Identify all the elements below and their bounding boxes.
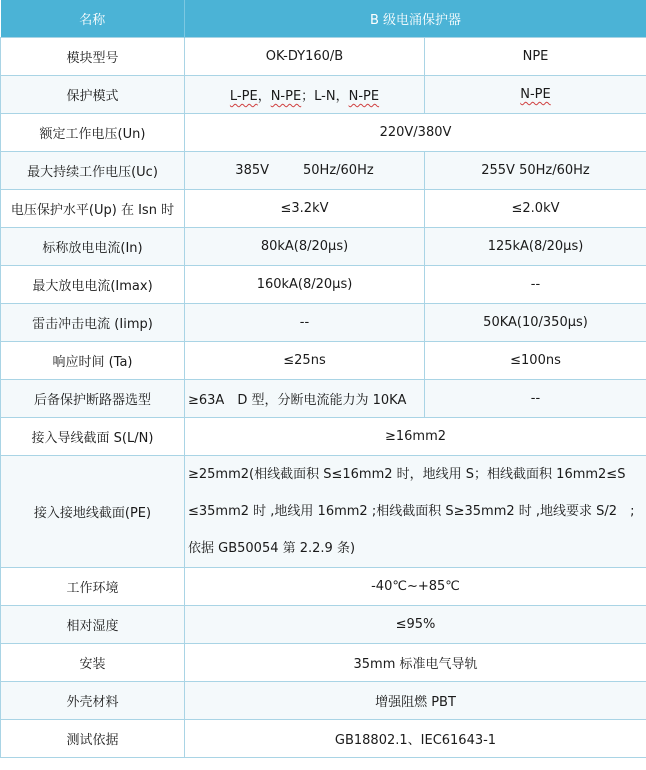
- table-row: [1, 720, 646, 758]
- table-row: [1, 380, 646, 418]
- cell-value: --: [425, 380, 646, 418]
- row-label: 电压保护水平(Up) 在 Isn 时: [1, 190, 185, 228]
- row-label: 保护模式: [1, 76, 185, 114]
- header-name: 名称: [1, 0, 185, 38]
- row-label: 标称放电电流(In): [1, 228, 185, 266]
- table-row: [1, 266, 646, 304]
- cell-value: 255V 50Hz/60Hz: [425, 152, 646, 190]
- mode-npe-2: N-PE: [348, 89, 380, 104]
- mode-npe: N-PE: [270, 89, 302, 104]
- cell-value: ≤25ns: [185, 342, 425, 380]
- cell-value: [185, 152, 425, 190]
- table-row: [1, 304, 646, 342]
- table-row: [1, 418, 646, 456]
- cell-value: 125kA(8/20μs): [425, 228, 646, 266]
- row-label: 模块型号: [1, 38, 185, 76]
- mode-lpe: L-PE: [229, 89, 258, 104]
- mode-npe-value: N-PE: [520, 87, 551, 102]
- table-row: [1, 644, 646, 682]
- row-label: 额定工作电压(Un): [1, 114, 185, 152]
- table-row: [1, 456, 646, 568]
- mode-sep: ，: [257, 89, 271, 104]
- table-row: [1, 76, 646, 114]
- cell-value: ≤95%: [185, 606, 646, 644]
- cell-value: [425, 76, 646, 114]
- table-row: [1, 606, 646, 644]
- cell-value: -40℃~+85℃: [185, 568, 646, 606]
- cell-value: [185, 76, 425, 114]
- table-header-row: [1, 0, 646, 38]
- table-row: [1, 228, 646, 266]
- cell-value: ≥16mm2: [185, 418, 646, 456]
- row-label: 接入接地线截面(PE): [1, 456, 185, 568]
- cell-value: 160kA(8/20μs): [185, 266, 425, 304]
- cell-value: 80kA(8/20μs): [185, 228, 425, 266]
- header-product: B 级电涌保护器: [185, 0, 646, 38]
- row-label: 响应时间 (Ta): [1, 342, 185, 380]
- row-label: 相对湿度: [1, 606, 185, 644]
- cell-value: NPE: [425, 38, 646, 76]
- row-label: 雷击冲击电流 (Iimp): [1, 304, 185, 342]
- row-label: 接入导线截面 S(L/N): [1, 418, 185, 456]
- row-label: 安装: [1, 644, 185, 682]
- table-row: [1, 682, 646, 720]
- cell-value: ≤100ns: [425, 342, 646, 380]
- row-label: 后备保护断路器选型: [1, 380, 185, 418]
- table-row: [1, 342, 646, 380]
- cell-value: 35mm 标准电气导轨: [185, 644, 646, 682]
- row-label: 最大持续工作电压(Uc): [1, 152, 185, 190]
- cell-value: OK-DY160/B: [185, 38, 425, 76]
- table-row: [1, 114, 646, 152]
- row-label: 最大放电电流(Imax): [1, 266, 185, 304]
- table-row: [1, 190, 646, 228]
- cell-value: ≤2.0kV: [425, 190, 646, 228]
- pe-note-line: 依据 GB50054 第 2.2.9 条): [188, 541, 356, 556]
- row-label: 外壳材料: [1, 682, 185, 720]
- mode-sep: ；L-N，: [301, 89, 349, 104]
- table-row: [1, 152, 646, 190]
- uc-voltage: 385V: [235, 163, 270, 178]
- pe-note-line: ≥25mm2(相线截面积 S≤16mm2 时，地线用 S；相线截面积 16mm2≤S: [188, 467, 626, 482]
- table-row: [1, 568, 646, 606]
- cell-value: ≤3.2kV: [185, 190, 425, 228]
- cell-value: --: [425, 266, 646, 304]
- cell-value: ≥63A D 型，分断电流能力为 10KA: [185, 380, 425, 418]
- cell-value: [185, 456, 646, 568]
- cell-value: --: [185, 304, 425, 342]
- pe-note-line: ≤35mm2 时 ,地线用 16mm2 ;相线截面积 S≥35mm2 时 ,地线要求 S/2 ;: [188, 504, 635, 519]
- uc-frequency: 50Hz/60Hz: [303, 163, 374, 178]
- row-label: 工作环境: [1, 568, 185, 606]
- cell-value: 220V/380V: [185, 114, 646, 152]
- row-label: 测试依据: [1, 720, 185, 758]
- cell-value: GB18802.1、IEC61643-1: [185, 720, 646, 758]
- cell-value: 增强阻燃 PBT: [185, 682, 646, 720]
- table-row: [1, 38, 646, 76]
- cell-value: 50KA(10/350μs): [425, 304, 646, 342]
